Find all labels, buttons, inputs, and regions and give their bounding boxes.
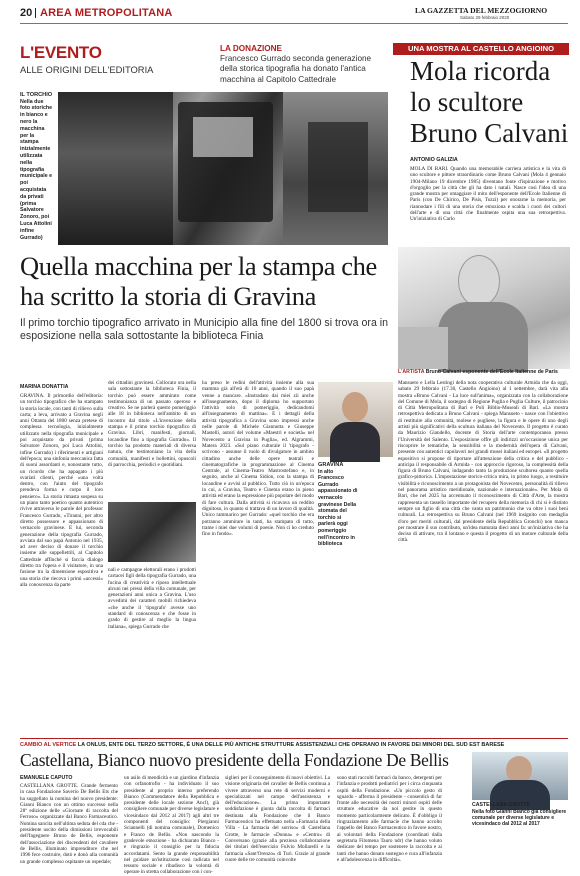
fondazione-col-2 bbox=[124, 775, 219, 876]
donazione-text: Francesco Gurrado seconda generazione della storica tipografia ha donato l'antica macchina al Capitolo Cattedrale bbox=[220, 54, 372, 84]
calvani-caption bbox=[398, 369, 573, 375]
fondazione-col-1 bbox=[20, 783, 118, 865]
calvani-caption-label: L'ARTISTA bbox=[398, 369, 425, 375]
fondazione-headline: Castellana, Bianco nuovo presidente della Fondazione De Bellis bbox=[20, 750, 449, 770]
fondazione-banner-text: LA ONLUS, ENTE DEL TERZO SETTORE, È UNA DELLE PIÙ ANTICHE STRUTTURE ASSISTENZIALI CHE OPERANO IN FAVORE DEI MINORI DEL SUD EST BARESE bbox=[77, 742, 505, 748]
header-rule bbox=[20, 23, 568, 24]
fondazione-banner-kicker: CAMBIO AL VERTICE bbox=[20, 742, 77, 748]
bianco-caption bbox=[472, 802, 568, 827]
bianco-caption-text: Nella foto Gianni Bianco già consigliere comunale per diverse legislature e vicesindaco dal 2012 al 2017 bbox=[472, 808, 567, 827]
calvani-intro-text: MOLA DI BARI. Quando una memorabile carriera artistica e la vita di uno scultore e pittore straordinario come Bruno Calvani (Mola 4 gennaio 1904-Milano 19 dicembre 1985) diventano fonte d'ispirazione e motivo d'orgoglio per la città che gli ha dato i natali. Nasce così l'idea di una grande mostra per omaggiare il mito dell'esponente dell'Ecole Italienne di Paris (con De Chirico, De Pisis, Tozzi) per onorarne la memoria, per riannodare i fili di una storia che emoziona e scalda i cuori dei cultori dell'arte e di una città che finalmente ospita una sua retrospettiva. Un'iniziativa di Carlo bbox=[410, 166, 566, 223]
evento-subkicker: ALLE ORIGINI DELL'EDITORIA bbox=[20, 64, 154, 75]
main-col-3-text: ha preso le redini dell'attività insieme alla sua mamma già all'età di 10 anni, quando il suo papà venne a mancare. «Instradato dai miei zii anche all'insegnamento, dopo il diploma ho supportato l'attività solo di pomeriggio, dedicandomi all'insegnamento di mattina». E i dettagli della attività tipografica a Gravina sono impressi anche nelle parole di Michele Giannotta e Giuseppe Mastelli, autori del volume «Maestri e società» nel Novecento a Gravina in Puglia», ed. Algrammi, Matera 2023. «Sul piano culturale il 'tipografo - scrivono - assunse il ruolo di divulgatore in ambito cittadino anche delle opere teatrali e cinematografiche in programmazione al Cinema Centrale, al Cinema-Teatro Mastrostefano e, in seguito, anche al Cinema Sidion, con la stampa di locandine e avvisi al pubblico. Tutto ciò in un'epoca in cui, a Gravina, Teatro e Cinema erano in pieno attività ed erano la espressione più popolare del modo di fare cultura. Dalla attività si ricavava un reddito dignitoso, in quanto si trattava di un lavoro di qualità. Unico rammarico per Gurrado: «quel torchio che era potranno ammirare in tanti, ha stampato di tutto, trame i miei due volumi di poesie. Non ci ho creduto fino in fondo». bbox=[202, 380, 314, 538]
fondazione-col-4-text: sono stati raccolti farmaci da banco, detergenti per l'infanzia e prodotti pediatrici per i circa cinquanta ospiti della Fondazione. «Un piccolo gesto di sguardo - afferma il presidente - consentirà di far fronte alle necessità dei nostri minori ospiti delle strutture educative da noi gestite in questo momento particolarmente delicato. È d'obbligo il ringraziamento alle farmacie che hanno accolto l'appello del Banco Farmaceutico in favore nostro, ai volontari della Fondazione (coordinati dalla segretaria Filomena Tauro ndr) che hanno voluto dedicare del tempo per sostenere la raccolta e ai tanti che hanno donato sostegno e cura all'infanzia e all'adolescenza in difficoltà». bbox=[337, 775, 442, 863]
calvani-intro bbox=[410, 166, 566, 244]
evento-kicker: L'EVENTO bbox=[20, 43, 102, 62]
main-col-2 bbox=[108, 380, 196, 500]
calvani-banner: UNA MOSTRA AL CASTELLO ANGIOINO bbox=[393, 43, 569, 55]
calvani-caption-text: Bruno Calvani esponente dell'Ecole Italienne de Paris bbox=[425, 369, 558, 375]
main-byline: MARINA DONATTIA bbox=[20, 384, 69, 390]
donazione-kicker: LA DONAZIONE bbox=[220, 44, 283, 53]
fondazione-col-4 bbox=[337, 775, 442, 863]
gurrado-caption-title: GRAVINA bbox=[318, 462, 344, 468]
fondazione-col-1-text: CASTELLANA GROTTE. Grande fermento in casa Fondazione Saverio De Bellis Ets che ha suggellato la nomina del nuovo presidente: Gianni Bianco con un ottimo successo nella 28ª edizione delle «Giornate di raccolta del Ferroso» organizzate dal Banco Farmaceutico. Nomina sancita nell'ultima seduta del cda che - presidente uscito della dimissioni irrevocabili dell'Ingegnere Bruno de Bellis, esponente dell'associazione dei discendenti del cavaliere de Bellis, illuminato imprenditore che nel 1996 fece costruire, dotò e donò alla comunità un grande complesso ospitante un ospedale; bbox=[20, 783, 118, 865]
fondazione-col-3-text: siglieri per il conseguimento di nuovi obiettivi. La visione originaria del cavalier de Bellis continua a vivere attraverso una rete di servizi moderni e specializzati nel campo dell'assistenza e dell'educazione». La prima importante soddisfazione è giunta dalla raccolta di farmaci destinata alla Fondazione che il Banco Farmaceutico ha effettuato nella «Farmacia della Villa - La farmacia del sorriso» di Castellana Grotte, le farmacie «Donna» e «Centro» di Conversano (grazie alla preziosa collaborazione dei titolari dell'esercizio Fulvio Mollarelli e la farmacia «Sant'Orenzo» di Turi. Grazie al grande cuore delle tre comunità coinvolte bbox=[225, 775, 330, 863]
section-title: AREA METROPOLITANA bbox=[40, 7, 173, 19]
torchio-caption-title: IL TORCHIO bbox=[20, 92, 53, 98]
main-col-1 bbox=[20, 393, 103, 737]
calvani-col-1-text: Mansueto e Lella Lestingi della nota cooperativa culturale Armida che da oggi, sabato 29 febbraio (17.30, Castello Angioino) al 1 settembre, darà vita alla mostra «Bruno Calvani - La luce sull'anima», organizzata con la collaborazione del Comune di Mola, il sostegno di Regione Puglia e Puglia Culture, il patrocinio di Città Metropolitana di Bari e Poli Biblio-Museali di Bari. «La mostra retrospettiva dedicata a Bruno Calvani - spiega Mansueto - nasce con l'obiettivo di restituire alla comunità, molese e pugliese, la figura e le opere di uno degli artisti più significativi della scultura italiana del Novecento. Il progetto è curato da Maurizio Giandello, docente di Storia dell'arte contemporanea presso l'Università del Salento. L'esposizione offre gli indirizzi un'occasione unica per riscoprire le tematiche, la sensibilità e la modernità dell'opera di Calvani, presente con autentici capolavori nei grandi musei italiani ed europei. «Il progetto espositivo si propone di riportare all'attenzione della critica e del pubblico - anticipa il responsabile di Armida - con approccio rigoroso, la complessità della figura di Bruno Calvani, indagando tanto la produzione scultorea quanto quella grafico-pittorica. L'impostazione storico-critica mira, in primo luogo, a restituire visibilità e riconoscimento a un protagonista del Novecento, personalità di rilievo nel panorama artistico meridionale, nazionale e internazionale». Per Mola di Bari, che nel 2025 ha accentuato il riconoscimento di Città d'Arte, la mostra rappresenta un tassello importante del recupero della memoria di chi si è distinto sempre un figlio di una città che vanta un patrimonio che va oltre i suoi beni culturali. La retrospettiva su Bruno Calvani (nel 1969 insignito con medaglia d'oro per meriti culturali, dal presidente della Repubblica Gronchi) non manca per mostrare il suo contributo, un'idea maturata dieci anni fa: un'iniziativa che ha deciso di attivare, tra il lontano e questa il progetto di un motore culturale della città. bbox=[398, 380, 568, 544]
main-col-2-text: dei cittadini gravinesi. Collocato ora nella sala sottostante la biblioteca Finia, il torchio può essere ammirato come testimonianza di un passato operoso e creativo. Se ne parlerà questo pomeriggio alle 18 in biblioteca nell'ambito di un incontro dal titolo «L'invenzione della stampa e il primo torchio tipografico di Gravina. Libri, manifesti, giornali, locandine fino a tipografia Gurrado». Il torchio ha prodotto materiali di diversa natura, che testimoniano la vita della comunità, manifesti e bollettini, opuscoli di parrocchia, periodici e quotidiani. bbox=[108, 380, 196, 468]
gurrado-photo bbox=[318, 382, 393, 457]
torchio-photo bbox=[58, 92, 388, 245]
main-col-3 bbox=[202, 380, 314, 737]
calvani-headline: Mola ricorda lo scultore Bruno Calvani bbox=[410, 56, 569, 148]
torchio-caption-text: Nella due foto storiche in bianco e nero la macchina per la stampa inizialmente utilizzata nella tipografia municipale e poi acquistata da privati (prima Salvatore Zonoro, poi Luca Attolini infine Gurrado) bbox=[20, 98, 53, 241]
gurrado-caption-text: In alto Francesco Gurrado appassionato di vernacolo gravinese Della stomata del torchio si parlerà oggi pomeriggio nell'incontro in biblioteca bbox=[318, 468, 358, 548]
fondazione-col-2-text: un asilo di mendicità e un giardino d'infanzia con orfanotrofio - ha individuato il suo presidente al proprio interno preferendo Bianco (Commendatore della Repubblica e presidente delle locale sezione Ancl), già consigliere comunale per diverse legislature e vicesindaco dal 2012 al 2017) agli altri tre componenti del consiglio: Piergianni Sciannelli (di nomina comunale), Domenico e Franco de Bellis. «Non nascondo la gradevole emozione - ha dichiarato Bianco - e ringrazio il consiglio per la fiducia accordatami. Sento la grande responsabilità nel guidare un'istituzione così radicata nel tessuto sociale e ribadisco la volontà di operare in stretta collaborazione con i con- bbox=[124, 775, 219, 876]
fondazione-col-3 bbox=[225, 775, 330, 863]
issue-date: Sabato 29 febbraio 2020 bbox=[460, 15, 510, 20]
main-col-2b-text: nali e campagne elettorali erano i prodotti cartacei figli della tipografia Gurrado, una fucina di creatività e riposo intellettuale alcuni nei pressi della villa comunale, per generazioni anni unica a Gravina. L'uso avvedimi dei caratteri mobili richiedeva «che anche il 'tipografo' avesse uno standard di conoscenza e che fosse in grado di gestire al meglio la lingua italiana», spiega Gurrado che bbox=[108, 567, 196, 630]
page-number: 20 bbox=[20, 7, 33, 19]
bianco-photo bbox=[472, 752, 568, 800]
main-col-1-text: GRAVINA. Il primordio dell'editoria: un torchio tipografico che ha stampato la storia locale, con tanti di rilievo sulla carta; a leva, arrivato a Gravina negli anni Ottanta del 1800 senza pretese di complessa tecnologia, inizialmente utilizzato nella tipografia municipale e poi acquistato da privati (prima Salvatore Zonoro, poi Luca Attolini, infine Gurrado) i riferimenti e artigiani dell'epoca; una sinfonia meccanica fatta di suoni assordanti e, nonostante tutto, un ricordo che ha appagato i più svariati clienti, perché «una volta dentro, con l'aiuto del tipografo prendeva forma e corpo il loro pensiero». La storia rimasta sospesa su un piano tanto poetico quanto autentico rivive attraverso le parole del professor Francesco Gurrado, «Tiranni, per altro diretto possessore e appassionato di vernacolo gravinese. E lui, seconda generazione della tipografia Gurrado, avviata dal suo papà Antonio nel 1935, ad aver deciso di donare il torchio insieme alle suppellettili, al Capitolo Cattedrale affinché si faccia dialogo diretto tra l'opera e il visitatore, in una fusione tra la dimensione espositiva e una storia che riecova i primi «accessi» alla conoscenza da parte bbox=[20, 393, 103, 588]
page-number-divider bbox=[35, 8, 36, 18]
calvani-byline: ANTONIO GALIZIA bbox=[410, 157, 458, 163]
main-headline: Quella macchina per la stampa che ha scritto la storia di Gravina bbox=[20, 251, 377, 311]
main-col-2b bbox=[108, 567, 196, 737]
calvani-col-1 bbox=[398, 380, 568, 737]
page-header bbox=[20, 6, 565, 22]
calvani-photo bbox=[398, 247, 570, 369]
main-inline-photo bbox=[108, 502, 196, 562]
fondazione-byline: EMANUELE CAPUTO bbox=[20, 775, 73, 781]
bianco-caption-title: CASTELLANA GROTTE bbox=[472, 802, 531, 808]
newspaper-name: LA GAZZETTA DEL MEZZOGIORNO bbox=[415, 6, 548, 15]
main-subhead: Il primo torchio tipografico arrivato in Municipio alla fine del 1800 si trova ora in esposizione nella sala sottostante la biblioteca Finia bbox=[20, 317, 389, 343]
fondazione-top-rule bbox=[20, 738, 568, 739]
gurrado-caption bbox=[318, 462, 358, 548]
torchio-caption bbox=[20, 92, 53, 241]
